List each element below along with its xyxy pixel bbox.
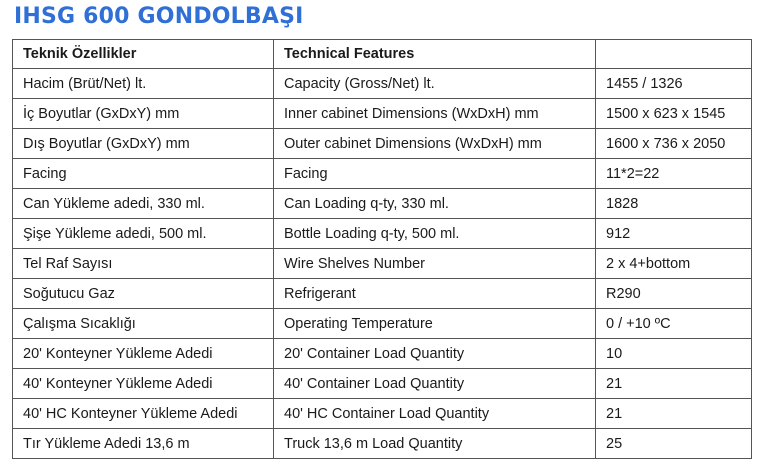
cell-turkish: Dış Boyutlar (GxDxY) mm [13,129,274,159]
page-title: IHSG 600 GONDOLBAŞI [14,4,304,29]
cell-value: 0 / +10 ºC [596,309,752,339]
cell-english: Operating Temperature [274,309,596,339]
cell-value: 912 [596,219,752,249]
table-row [13,369,752,399]
cell-english: 20' Container Load Quantity [274,339,596,369]
cell-english: Wire Shelves Number [274,249,596,279]
cell-english: Bottle Loading q-ty, 500 ml. [274,219,596,249]
cell-value: 21 [596,369,752,399]
spec-table [12,39,752,459]
cell-value: 1500 x 623 x 1545 [596,99,752,129]
table-row [13,249,752,279]
cell-value: 21 [596,399,752,429]
cell-value: 25 [596,429,752,459]
spec-table-body [13,69,752,459]
cell-value: 1600 x 736 x 2050 [596,129,752,159]
cell-english: Can Loading q-ty, 330 ml. [274,189,596,219]
cell-english: Outer cabinet Dimensions (WxDxH) mm [274,129,596,159]
cell-turkish: Can Yükleme adedi, 330 ml. [13,189,274,219]
cell-turkish: 20' Konteyner Yükleme Adedi [13,339,274,369]
table-row [13,279,752,309]
cell-turkish: İç Boyutlar (GxDxY) mm [13,99,274,129]
table-row [13,159,752,189]
cell-english: Truck 13,6 m Load Quantity [274,429,596,459]
table-row [13,399,752,429]
cell-value: R290 [596,279,752,309]
table-row [13,129,752,159]
cell-turkish: Tır Yükleme Adedi 13,6 m [13,429,274,459]
cell-turkish: 40' Konteyner Yükleme Adedi [13,369,274,399]
cell-english: Inner cabinet Dimensions (WxDxH) mm [274,99,596,129]
cell-english: Capacity (Gross/Net) lt. [274,69,596,99]
header-turkish: Teknik Özellikler [13,40,274,69]
cell-english: Facing [274,159,596,189]
table-row [13,99,752,129]
cell-turkish: Tel Raf Sayısı [13,249,274,279]
cell-value: 11*2=22 [596,159,752,189]
cell-value: 2 x 4+bottom [596,249,752,279]
cell-turkish: Hacim (Brüt/Net) lt. [13,69,274,99]
cell-value: 1828 [596,189,752,219]
header-value [596,40,752,69]
cell-value: 1455 / 1326 [596,69,752,99]
cell-english: 40' HC Container Load Quantity [274,399,596,429]
header-english: Technical Features [274,40,596,69]
table-row [13,69,752,99]
cell-turkish: Soğutucu Gaz [13,279,274,309]
cell-turkish: 40' HC Konteyner Yükleme Adedi [13,399,274,429]
cell-turkish: Şişe Yükleme adedi, 500 ml. [13,219,274,249]
table-header-row [13,40,752,69]
cell-turkish: Çalışma Sıcaklığı [13,309,274,339]
table-row [13,189,752,219]
table-row [13,429,752,459]
cell-english: 40' Container Load Quantity [274,369,596,399]
cell-turkish: Facing [13,159,274,189]
table-row [13,219,752,249]
table-row [13,309,752,339]
cell-value: 10 [596,339,752,369]
cell-english: Refrigerant [274,279,596,309]
table-row [13,339,752,369]
